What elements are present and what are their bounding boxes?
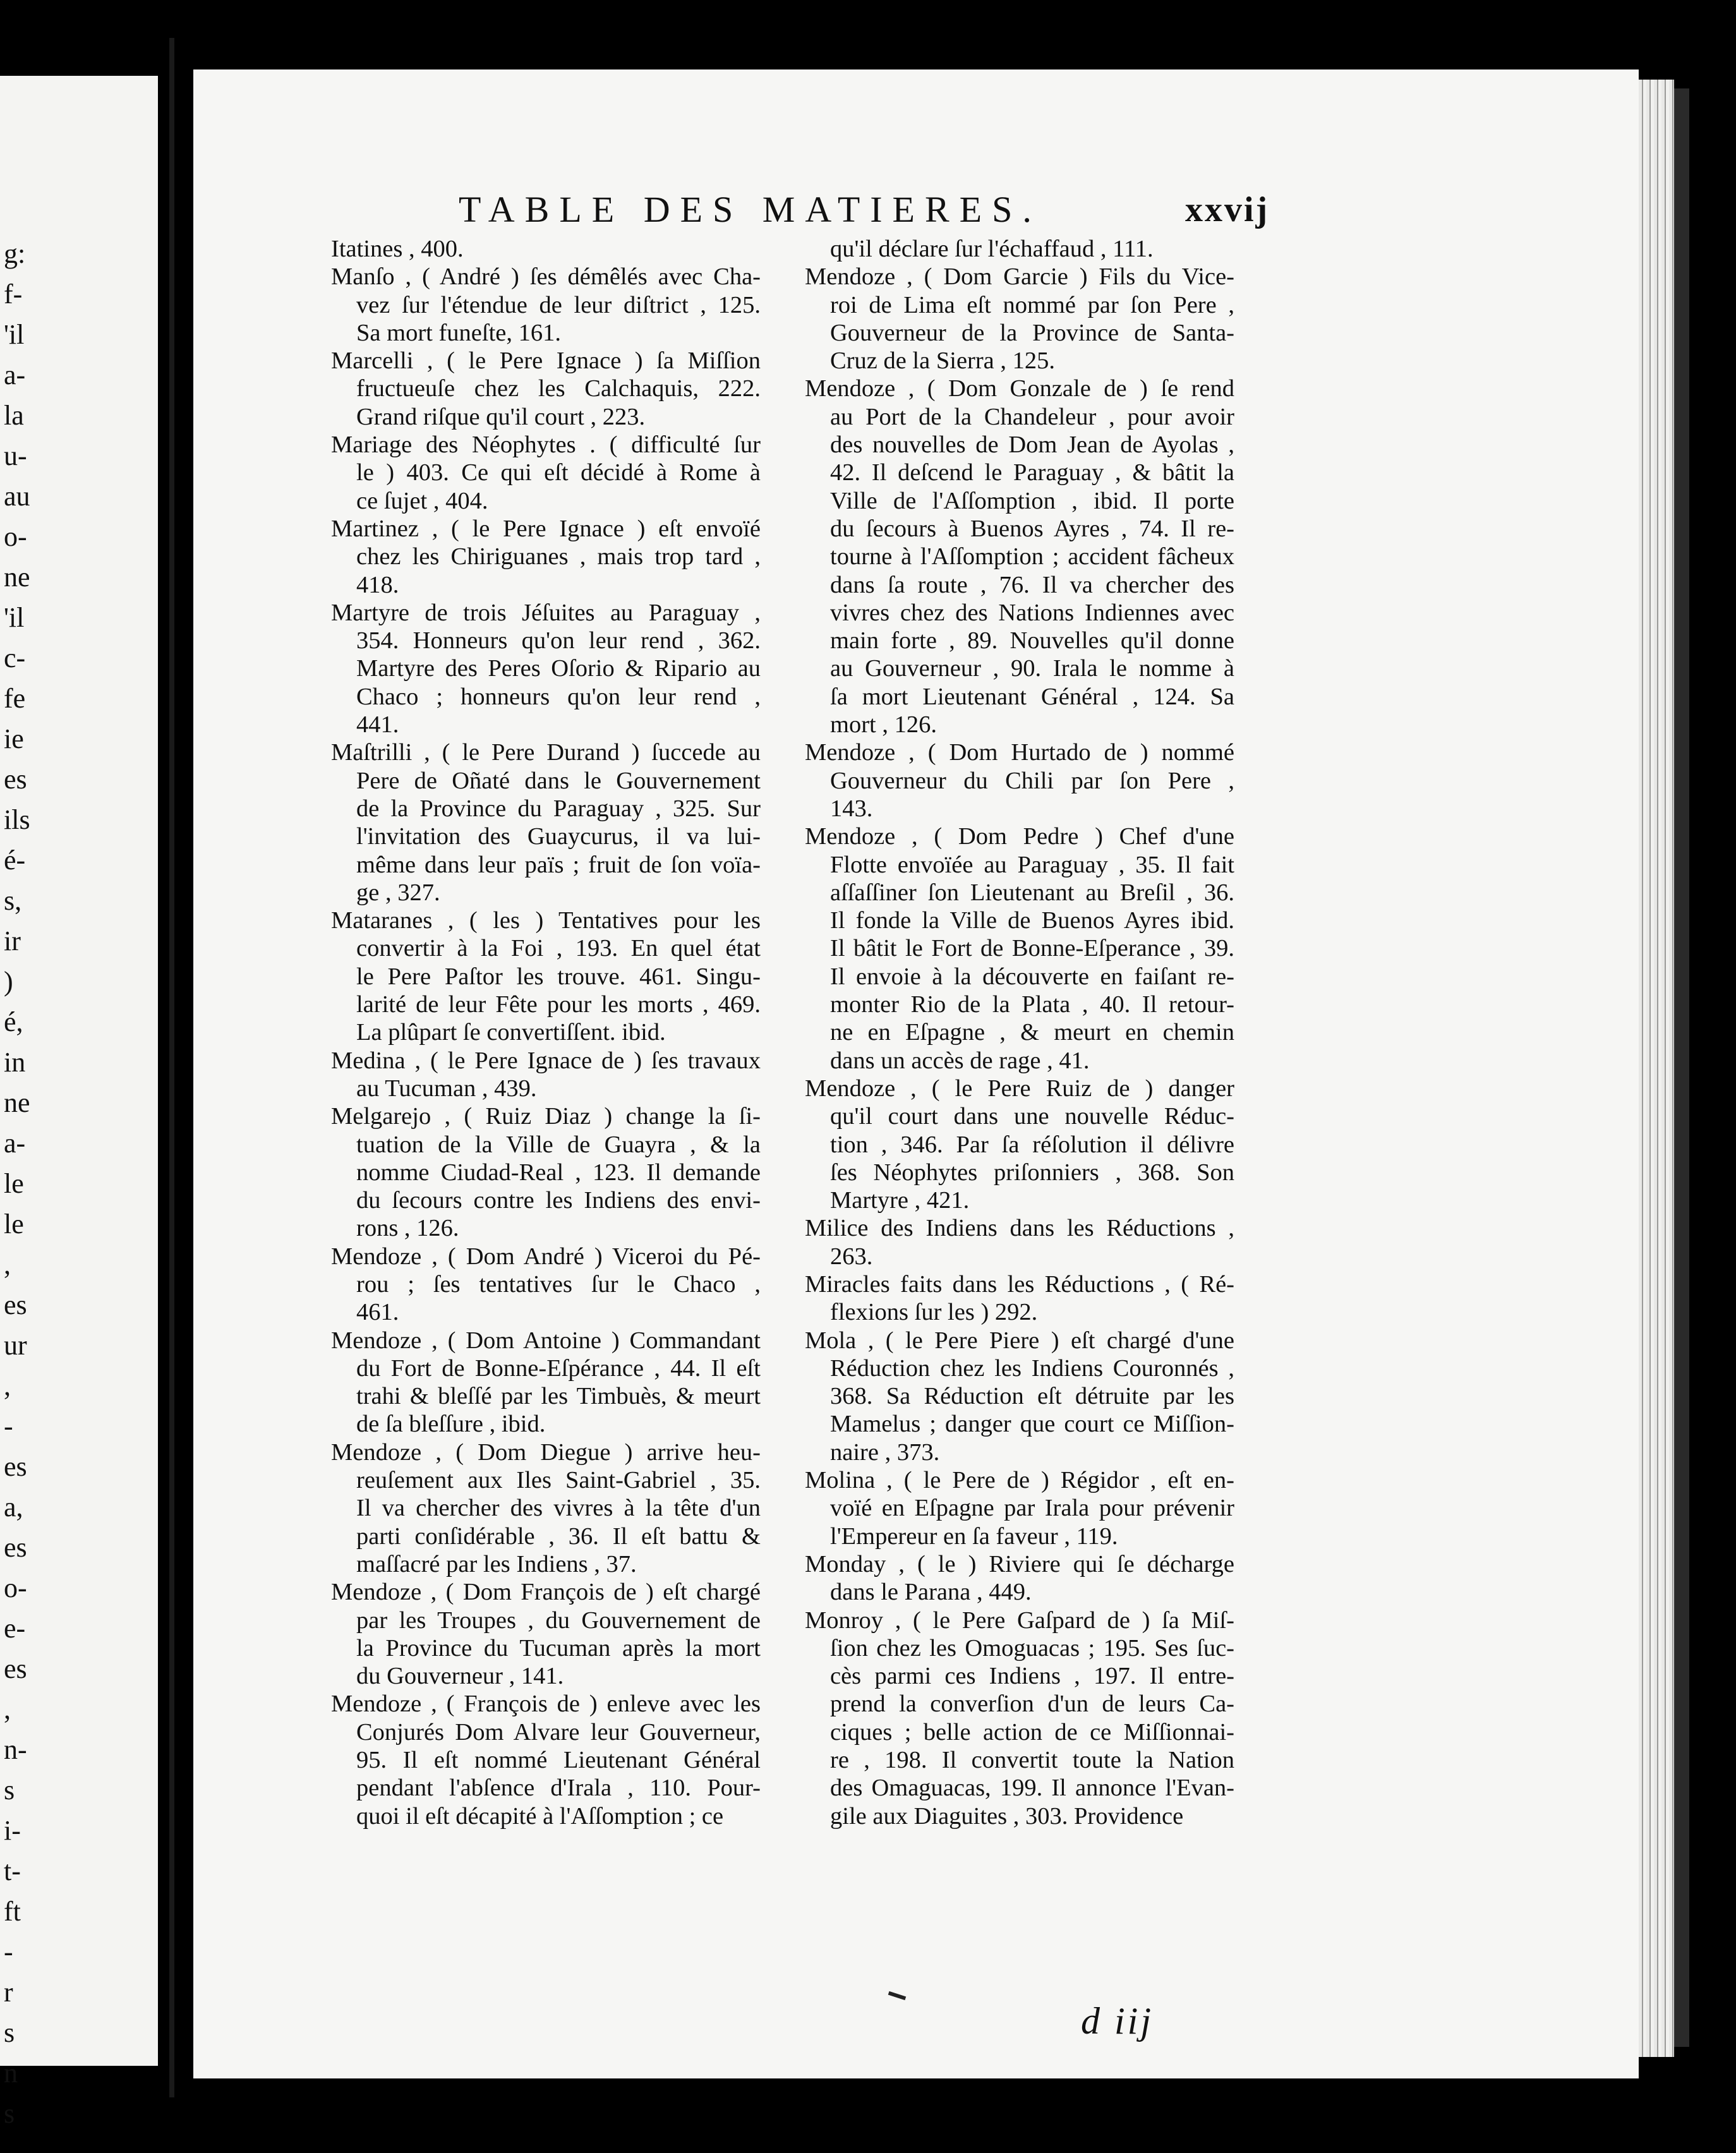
index-line: quoi il eſt décapité à l'Aſſomption ; ce [356, 1802, 724, 1830]
previous-page-text: r [4, 1977, 13, 2008]
index-entry [805, 1466, 1234, 1550]
previous-page-text: ir [4, 926, 21, 956]
index-line: Mendoze , ( Dom François de ) eſt chargé [331, 1579, 761, 1606]
index-entry [805, 1075, 1234, 1214]
index-line: la Province du Tucuman après la mort [356, 1634, 761, 1661]
index-line: Chaco ; honneurs qu'on leur rend , [356, 683, 761, 710]
index-line: Mendoze , ( Dom Gonzale de ) ſe rend [805, 375, 1234, 402]
index-line: Mendoze , ( Dom Garcie ) Fils du Vice- [805, 263, 1234, 291]
index-line: Miracles faits dans les Réductions , ( Ré- [805, 1270, 1234, 1298]
index-line: maſſacré par les Indiens , 37. [356, 1550, 637, 1577]
index-line: tuation de la Ville de Guayra , & la [356, 1131, 761, 1158]
index-line: Réduction chez les Indiens Couronnés , [830, 1354, 1234, 1382]
index-line: Mendoze , ( Dom Antoine ) Commandant [331, 1327, 761, 1354]
index-entry [805, 1550, 1234, 1607]
previous-page-text: - [4, 1936, 13, 1967]
index-entry [805, 823, 1234, 1075]
index-line: 418. [356, 571, 399, 598]
index-line: Conjurés Dom Alvare leur Gouverneur, [356, 1718, 761, 1746]
index-line: Manſo , ( André ) ſes démêlés avec Cha- [331, 263, 761, 291]
previous-page-text: ne [4, 562, 30, 593]
previous-page-text: s, [4, 885, 22, 916]
index-line: Mendoze , ( Dom André ) Viceroi du Pé- [331, 1243, 761, 1270]
index-line: même dans leur païs ; fruit de ſon voïa- [356, 851, 761, 878]
previous-page-text: u- [4, 440, 27, 471]
index-line: l'Empereur en ſa faveur , 119. [830, 1523, 1118, 1550]
index-line: 368. Sa Réduction eſt détruite par les [830, 1383, 1234, 1410]
index-line: rons , 126. [356, 1215, 459, 1242]
previous-page-text: é- [4, 845, 26, 876]
previous-page-text: f- [4, 279, 23, 310]
index-line: par les Troupes , du Gouvernement de [356, 1607, 761, 1634]
index-line: le ) 403. Ce qui eſt décidé à Rome à [356, 459, 761, 486]
index-entry [805, 1607, 1234, 1830]
previous-page-text: a- [4, 1128, 26, 1159]
previous-page-text: , [4, 1370, 11, 1401]
index-line: qu'il court dans une nouvelle Réduc- [830, 1103, 1234, 1130]
index-entry [805, 1270, 1234, 1327]
previous-page-text: au [4, 481, 30, 512]
index-line: pendant l'abſence d'Irala , 110. Pour- [356, 1775, 761, 1802]
previous-page-text: s [4, 2017, 15, 2048]
index-line: Pere de Oñaté dans le Gouvernement [356, 767, 761, 794]
index-line: mort , 126. [830, 711, 937, 739]
index-line: 461. [356, 1299, 399, 1326]
index-line: La plûpart ſe convertiſſent. ibid. [356, 1019, 666, 1046]
index-line: 441. [356, 711, 399, 739]
previous-page-text: i- [4, 1815, 21, 1846]
previous-page-text: g: [4, 238, 26, 269]
index-line: trahi & bleſſé par les Timbuès, & meurt [356, 1383, 761, 1410]
index-line: qu'il déclare ſur l'échaffaud , 111. [830, 236, 1154, 262]
previous-page-text: es [4, 1532, 27, 1563]
index-entry [805, 263, 1234, 375]
index-line: du ſecours contre les Indiens des envi- [356, 1187, 761, 1214]
previous-page-text: é, [4, 1006, 23, 1037]
index-column-right [805, 235, 1234, 1830]
index-line: l'invitation des Guaycurus, il va lui- [356, 823, 761, 850]
previous-page-text: fe [4, 683, 26, 714]
index-line: le Pere Paſtor les trouve. 461. Singu- [356, 963, 761, 990]
previous-page-text: t- [4, 1855, 21, 1886]
index-line: tourne à l'Aſſomption ; accident fâcheux [830, 543, 1234, 570]
index-entry [331, 235, 761, 263]
index-entry [805, 375, 1234, 739]
index-entry [805, 1214, 1234, 1270]
index-line: des Omaguacas, 199. Il annonce l'Evan- [830, 1775, 1234, 1802]
previous-page-text: , [4, 1694, 11, 1725]
previous-page-fragment [0, 76, 158, 2129]
previous-page-text: es [4, 1653, 27, 1684]
index-line: Mataranes , ( les ) Tentatives pour les [331, 907, 761, 934]
signature-mark: d iij [1081, 2000, 1154, 2042]
previous-page-text: le [4, 1168, 24, 1199]
previous-page-text: - [4, 1411, 13, 1442]
index-entry [331, 1327, 761, 1438]
index-entry [331, 1047, 761, 1103]
index-line: dans ſa route , 76. Il va chercher des [830, 571, 1234, 598]
index-line: aſſaſſiner ſon Lieutenant au Breſil , 36. [830, 879, 1234, 906]
index-entry [331, 1438, 761, 1578]
index-line: flexions ſur les ) 292. [830, 1299, 1038, 1326]
index-line: au Gouverneur , 90. Irala le nomme à [830, 655, 1234, 682]
index-line: au Port de la Chandeleur , pour avoir [830, 403, 1234, 430]
previous-page-text: , [4, 1249, 11, 1280]
index-line: Il va chercher des vivres à la tête d'un [356, 1495, 761, 1522]
gutter-shadow [169, 38, 174, 2097]
index-line: 143. [830, 795, 873, 822]
page-folio: xxvij [1185, 190, 1270, 229]
index-line: Itatines , 400. [331, 236, 464, 262]
index-line: nomme Ciudad-Real , 123. Il demande [356, 1159, 761, 1186]
previous-page-text: s [4, 2098, 15, 2129]
index-line: Mendoze , ( Dom Pedre ) Chef d'une [805, 823, 1234, 850]
index-line: voïé en Eſpagne par Irala pour prévenir [830, 1495, 1234, 1522]
index-line: Il bâtit le Fort de Bonne-Eſperance , 39. [830, 935, 1234, 962]
index-line: vivres chez des Nations Indiennes avec [830, 599, 1234, 626]
index-line: larité de leur Fête pour les morts , 469. [356, 991, 761, 1018]
index-line: 95. Il eſt nommé Lieutenant Général [356, 1747, 761, 1774]
page-title: TABLE DES MATIERES. [459, 189, 1042, 230]
previous-page-text: es [4, 1289, 27, 1320]
index-line: du Gouverneur , 141. [356, 1663, 564, 1690]
page-edges [1639, 80, 1674, 2057]
index-line: Martyre des Peres Oſorio & Ripario au [356, 655, 761, 682]
index-entry [331, 515, 761, 599]
previous-page-text: le [4, 1209, 24, 1239]
index-line: Medina , ( le Pere Ignace de ) ſes travaux [331, 1047, 761, 1074]
index-line: ce ſujet , 404. [356, 487, 488, 514]
previous-page-text: ur [4, 1330, 27, 1361]
binding-shadow [1674, 88, 1689, 2047]
index-line: convertir à la Foi , 193. En quel état [356, 935, 761, 962]
index-line: roi de Lima eſt nommé par ſon Pere , [830, 291, 1234, 318]
index-line: chez les Chiriguanes , mais trop tard , [356, 543, 761, 570]
previous-page-text: o- [4, 521, 27, 552]
index-line: parti conſidérable , 36. Il eſt battu & [356, 1523, 761, 1550]
index-entry [331, 1102, 761, 1242]
previous-page-text: n [4, 2058, 18, 2089]
index-line: Gouverneur du Chili par ſon Pere , [830, 767, 1234, 794]
previous-page-text: o- [4, 1572, 27, 1603]
index-line: naire , 373. [830, 1438, 940, 1466]
index-line: Monroy , ( le Pere Gaſpard de ) ſa Miſ- [805, 1607, 1234, 1634]
index-line: Monday , ( le ) Riviere qui ſe décharge [805, 1550, 1234, 1577]
index-entry [805, 1327, 1234, 1466]
index-line: vez ſur l'étendue de leur diſtrict , 125. [356, 291, 761, 318]
index-entry [331, 739, 761, 907]
index-line: Sa mort funeſte, 161. [356, 319, 561, 346]
index-entry [331, 1690, 761, 1830]
index-line: Molina , ( le Pere de ) Régidor , eſt en- [805, 1467, 1234, 1494]
index-line: ſa mort Lieutenant Général , 124. Sa [830, 683, 1234, 710]
index-line: dans le Parana , 449. [830, 1579, 1032, 1606]
index-line: Mariage des Néophytes . ( difficulté ſur [331, 431, 761, 459]
index-entry [331, 347, 761, 431]
index-line: Cruz de la Sierra , 125. [830, 347, 1056, 375]
index-line: Mamelus ; danger que court ce Miſſion- [830, 1411, 1234, 1438]
index-entry [331, 431, 761, 515]
index-line: re , 198. Il convertit toute la Nation [830, 1747, 1234, 1774]
previous-page-text: ) [4, 966, 13, 997]
index-entry [331, 263, 761, 347]
index-line: ſion chez les Omoguacas ; 195. Ses ſuc- [830, 1634, 1234, 1661]
index-line: ne en Eſpagne , & meurt en chemin [830, 1019, 1234, 1046]
index-line: Martinez , ( le Pere Ignace ) eſt envoïé [331, 515, 761, 542]
index-line: ſes Néophytes priſonniers , 368. Son [830, 1159, 1234, 1186]
previous-page-text: n- [4, 1734, 27, 1765]
index-line: Mendoze , ( le Pere Ruiz de ) danger [805, 1075, 1234, 1102]
index-line: ge , 327. [356, 879, 440, 906]
index-column-left [331, 235, 761, 1830]
index-entry [331, 1243, 761, 1327]
index-line: Milice des Indiens dans les Réductions , [805, 1215, 1234, 1242]
index-line: de la Province du Paraguay , 325. Sur [356, 795, 761, 822]
index-line: Martyre de trois Jéſuites au Paraguay , [331, 599, 761, 626]
previous-page-text: a, [4, 1492, 23, 1523]
catchword-mark [888, 1991, 906, 2000]
index-entry [805, 235, 1234, 263]
index-line: dans un accès de rage , 41. [830, 1047, 1090, 1074]
index-line: des nouvelles de Dom Jean de Ayolas , [830, 431, 1234, 459]
index-line: Mendoze , ( François de ) enleve avec les [331, 1691, 761, 1718]
index-line: Grand riſque qu'il court , 223. [356, 403, 646, 430]
index-line: tion , 346. Par ſa réſolution il délivre [830, 1131, 1234, 1158]
index-line: Ville de l'Aſſomption , ibid. Il porte [830, 487, 1234, 514]
index-line: reuſement aux Iles Saint-Gabriel , 35. [356, 1467, 761, 1494]
index-line: ciques ; belle action de ce Miſſionnai- [830, 1718, 1234, 1746]
index-line: au Tucuman , 439. [356, 1075, 537, 1102]
index-line: Marcelli , ( le Pere Ignace ) ſa Miſſion [331, 347, 761, 375]
index-line: Melgarejo , ( Ruiz Diaz ) change la ſi- [331, 1103, 761, 1130]
previous-page-text: ft [4, 1896, 21, 1927]
previous-page-text: c- [4, 642, 26, 673]
index-line: Gouverneur de la Province de Santa- [830, 319, 1234, 346]
index-line: du ſecours à Buenos Ayres , 74. Il re- [830, 515, 1234, 542]
previous-page-text: s [4, 1775, 15, 1806]
index-line: Mola , ( le Pere Piere ) eſt chargé d'une [805, 1327, 1234, 1354]
index-line: Il envoie à la découverte en faiſant re- [830, 963, 1234, 990]
previous-page-text: 'il [4, 602, 25, 633]
index-line: fructueuſe chez les Calchaquis, 222. [356, 375, 761, 402]
index-line: de ſa bleſſure , ibid. [356, 1411, 546, 1438]
index-line: 354. Honneurs qu'on leur rend , 362. [356, 627, 761, 654]
previous-page-text: es [4, 1451, 27, 1482]
index-line: Maſtrilli , ( le Pere Durand ) ſuccede au [331, 739, 761, 766]
index-line: main forte , 89. Nouvelles qu'il donne [830, 627, 1234, 654]
index-line: Flotte envoïée au Paraguay , 35. Il fait [830, 851, 1234, 878]
previous-page-text: a- [4, 359, 26, 390]
previous-page-text: ils [4, 804, 30, 835]
index-line: Mendoze , ( Dom Hurtado de ) nommé [805, 739, 1234, 766]
index-line: du Fort de Bonne-Eſpérance , 44. Il eſt [356, 1354, 761, 1382]
previous-page-text: la [4, 400, 24, 431]
index-line: Il fonde la Ville de Buenos Ayres ibid. [830, 907, 1234, 934]
previous-page-text: e- [4, 1613, 26, 1644]
index-line: Mendoze , ( Dom Diegue ) arrive heu- [331, 1438, 761, 1466]
index-entry [805, 739, 1234, 823]
index-entry [331, 907, 761, 1046]
index-line: prend la converſion d'un de leurs Ca- [830, 1691, 1234, 1718]
index-line: rou ; ſes tentatives ſur le Chaco , [356, 1270, 761, 1298]
previous-page-text: ie [4, 723, 24, 754]
previous-page-text: in [4, 1047, 26, 1078]
index-line: monter Rio de la Plata , 40. Il retour- [830, 991, 1234, 1018]
index-line: Martyre , 421. [830, 1187, 970, 1214]
index-page [193, 69, 1639, 2078]
index-line: 263. [830, 1243, 873, 1270]
index-entry [331, 1578, 761, 1690]
index-line: 42. Il deſcend le Paraguay , & bâtit la [830, 459, 1234, 486]
previous-page-text: ne [4, 1087, 30, 1118]
index-line: gile aux Diaguites , 303. Providence [830, 1802, 1184, 1830]
index-line: cès parmi ces Indiens , 197. Il entre- [830, 1663, 1234, 1690]
previous-page-text: es [4, 764, 27, 795]
index-entry [331, 599, 761, 739]
previous-page-text: 'il [4, 319, 25, 350]
